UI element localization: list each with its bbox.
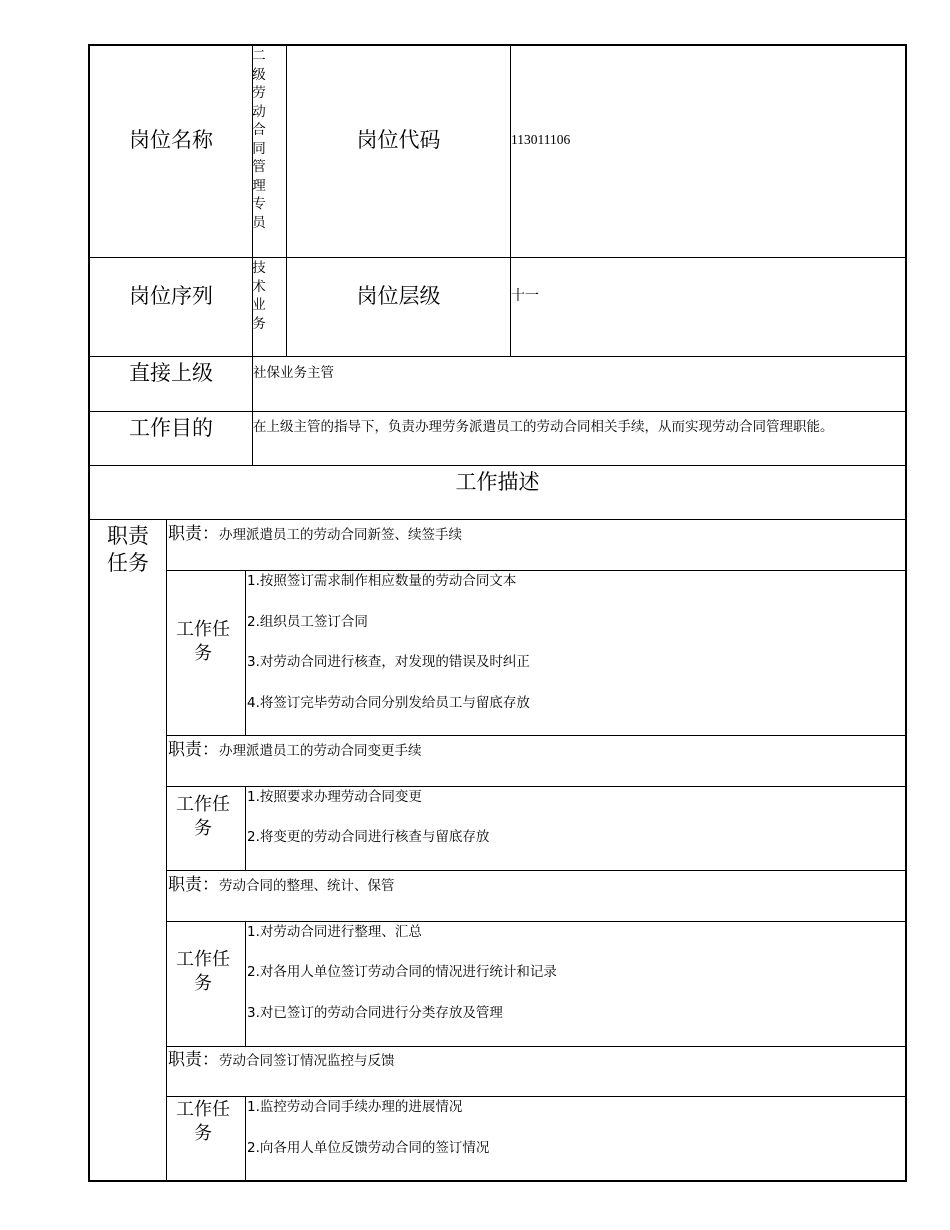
- post-name-label: 岗位名称: [129, 128, 213, 152]
- duty-prefix: 职责：: [168, 1050, 219, 1070]
- post-sequence-label: 岗位序列: [129, 284, 213, 308]
- task-label: 工作任务: [176, 1099, 230, 1144]
- task-item: 1.按照要求办理劳动合同变更: [247, 789, 422, 805]
- duty-title-row: [168, 742, 422, 759]
- task-item: 4.将签订完毕劳动合同分别发给员工与留底存放: [247, 695, 530, 711]
- task-item: 3.对劳动合同进行核查，对发现的错误及时纠正: [247, 654, 530, 670]
- task-label: 工作任务: [176, 794, 230, 839]
- superior-label: 直接上级: [129, 361, 213, 385]
- duty-prefix: 职责：: [168, 875, 219, 895]
- post-level-label: 岗位层级: [356, 284, 441, 308]
- duty-prefix: 职责：: [168, 740, 219, 760]
- task-item: 2.将变更的劳动合同进行核查与留底存放: [247, 829, 490, 845]
- duty-title-row: [168, 877, 395, 894]
- purpose-label: 工作目的: [129, 416, 213, 440]
- post-code-label: 岗位代码: [356, 128, 441, 152]
- duty-title: 劳动合同签订情况监控与反馈: [219, 1053, 395, 1069]
- post-name-value: 二级劳动合同管理专员: [252, 48, 266, 231]
- duty-prefix: 职责：: [168, 524, 219, 544]
- duty-title: 办理派遣员工的劳动合同变更手续: [219, 743, 422, 759]
- duty-title: 办理派遣员工的劳动合同新签、续签手续: [219, 527, 462, 543]
- task-item: 2.组织员工签订合同: [247, 614, 368, 630]
- task-label: 工作任务: [176, 619, 230, 664]
- duty-title-row: [168, 1052, 395, 1069]
- superior-value: 社保业务主管: [253, 365, 334, 381]
- task-label: 工作任务: [176, 949, 230, 994]
- task-item: 3.对已签订的劳动合同进行分类存放及管理: [247, 1005, 503, 1021]
- post-code-value: 113011106: [511, 132, 571, 147]
- post-level-value: 十一: [511, 288, 539, 304]
- post-sequence-value: 技术业务: [252, 260, 266, 332]
- task-item: 1.对劳动合同进行整理、汇总: [247, 924, 422, 940]
- task-item: 1.按照签订需求制作相应数量的劳动合同文本: [247, 573, 517, 589]
- task-item: 1.监控劳动合同手续办理的进展情况: [247, 1099, 463, 1115]
- duty-title-row: [168, 526, 462, 543]
- task-item: 2.向各用人单位反馈劳动合同的签订情况: [247, 1140, 490, 1156]
- task-item: 2.对各用人单位签订劳动合同的情况进行统计和记录: [247, 964, 557, 980]
- duty-title: 劳动合同的整理、统计、保管: [219, 878, 395, 894]
- duties-label: 职责任务: [107, 524, 149, 575]
- section-title: 工作描述: [455, 470, 540, 494]
- purpose-value: 在上级主管的指导下，负责办理劳务派遣员工的劳动合同相关手续，从而实现劳动合同管理职能。: [253, 419, 834, 435]
